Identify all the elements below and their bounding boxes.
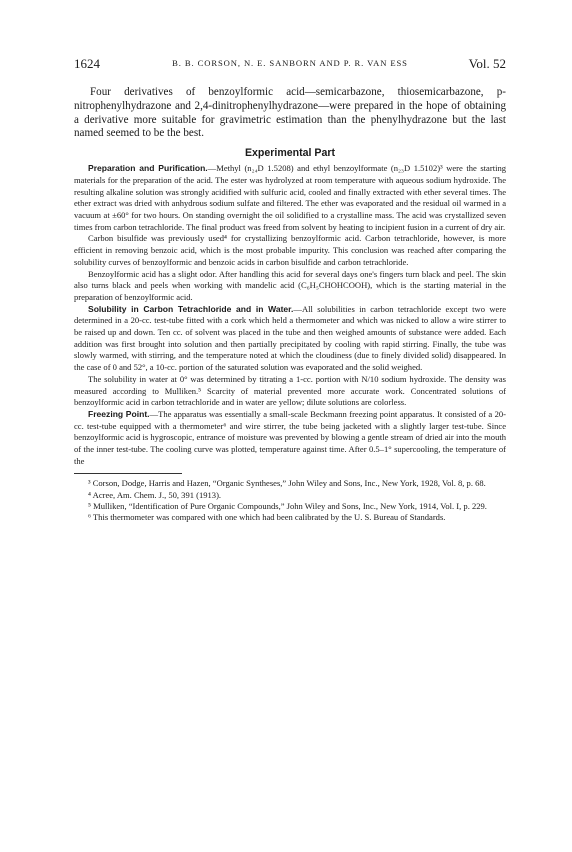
- run-in-heading: Solubility in Carbon Tetrachloride and in Water.: [88, 303, 294, 314]
- paragraph-preparation: [74, 163, 506, 233]
- run-in-heading: Preparation and Purification.: [88, 163, 208, 174]
- running-header: [74, 56, 506, 76]
- section-heading: Experimental Part: [244, 147, 336, 160]
- running-title-authors: B. B. CORSON, N. E. SANBORN AND P. R. VAN ESS: [172, 58, 408, 68]
- experimental-section: [74, 163, 506, 467]
- footnote: ⁶ This thermometer was compared with one which had been calibrated by the U. S. Bureau of Standards.: [88, 512, 446, 523]
- paragraph-text: —All solubilities in carbon tetrachloride except two were determined in a 20-cc. test-tube fitted with a cork which held a thermometer and which was nicked to allow a wire stirrer to be raised up and down. Ten cc. of solvent was placed in the tube and then weighed amounts of substance were added. Each addition was first brought into solution and then partially precipitated by cooling with rapid stirring. Finally, the tube was slowly warmed, with stirring, and the temperature noted at which the cloudiness (due to finely divided solid) disappeared. In the case of 0 and 52°, a 10-cc. portion of the saturated solution was evaporated and the solid weighed.: [74, 303, 506, 373]
- intro-paragraph: Four derivatives of benzoylformic acid—semicarbazone, thiosemicarbazone, p-nitrophenylhydrazone and 2,4-dinitrophenylhydrazone—were prepared in the hope of obtaining a derivative more suitable for gravimetric estimation than the phenylhydrazone but the last named seemed to be the best.: [74, 86, 506, 140]
- run-in-heading: Freezing Point.: [88, 408, 150, 419]
- footnotes: [74, 478, 506, 523]
- paragraph-text: —Methyl (n₂₄D 1.5208) and ethyl benzoylformate (n₂₃D 1.5102)³ were the starting materials for the preparation of the acid. The ester was hydrolyzed at room temperature with aqueous sodium hydroxide. The resulting alkaline solution was strongly acidified with sulfuric acid, cooled and finally extracted with ether several times. The ether extract was dried with anhydrous sodium sulfate and filtered. The ether was evaporated and the residual oil warmed in a vacuum at ±60° for two hours. On standing overnight the oil solidified to a crystalline mass. The acid was crystallized seven times from carbon tetrachloride. The final product was freed from solvent by heating to incipient fusion in a current of dry air.: [74, 163, 506, 232]
- paragraph-solubility: [74, 304, 506, 374]
- paragraph-text: —The apparatus was essentially a small-scale Beckmann freezing point apparatus. It consisted of a 20-cc. test-tube equipped with a thermometer⁶ and wire stirrer, the tube being jacketed with a slightly larger test-tube. Since benzoylformic acid is hygroscopic, entrance of moisture was prevented by blowing a gentle stream of dried air into the mouth of the inner test-tube. The cooling curve was plotted, temperature against time. After 0.5–1° supercooling, the temperature of the: [74, 408, 506, 466]
- footnote: ⁴ Acree, Am. Chem. J., 50, 391 (1913).: [88, 489, 222, 500]
- page-number: 1624: [74, 56, 100, 71]
- paragraph-freezing-point: [74, 409, 506, 468]
- article-body: [74, 86, 506, 523]
- paragraph-water-solubility: The solubility in water at 0° was determined by titrating a 1-cc. portion with N/10 sodium hydroxide. The density was measured according to Mulliken.⁵ Scarcity of material prevented more accurate work. Concentrated solutions of benzoylformic acid in carbon tetrachloride and in water are yellow; dilute solutions are colorless.: [74, 373, 506, 408]
- volume-label: Vol. 52: [468, 56, 506, 71]
- footnote-divider: [74, 473, 182, 474]
- footnote: ³ Corson, Dodge, Harris and Hazen, “Organic Syntheses,” John Wiley and Sons, Inc., New York, 1928, Vol. 8, p. 68.: [88, 478, 486, 489]
- footnote: ⁵ Mulliken, “Identification of Pure Organic Compounds,” John Wiley and Sons, Inc., New York, 1914, Vol. I, p. 229.: [88, 500, 487, 511]
- paragraph-odor: Benzoylformic acid has a slight odor. After handling this acid for several days one's fingers turn black and peel. The skin also turns black and peels when working with mandelic acid (C₆H₅CHOHCOOH), which is the starting material in the preparation of benzoylformic acid.: [74, 268, 506, 302]
- paragraph-carbon-bisulfide: Carbon bisulfide was previously used⁴ for crystallizing benzoylformic acid. Carbon tetrachloride, however, is more efficient in removing benzoic acid, which is the most probable impurity. This conclusion was reached after comparing the solubility curves of benzoylformic and benzoic acids in carbon bisulfide and carbon tetrachloride.: [74, 233, 506, 267]
